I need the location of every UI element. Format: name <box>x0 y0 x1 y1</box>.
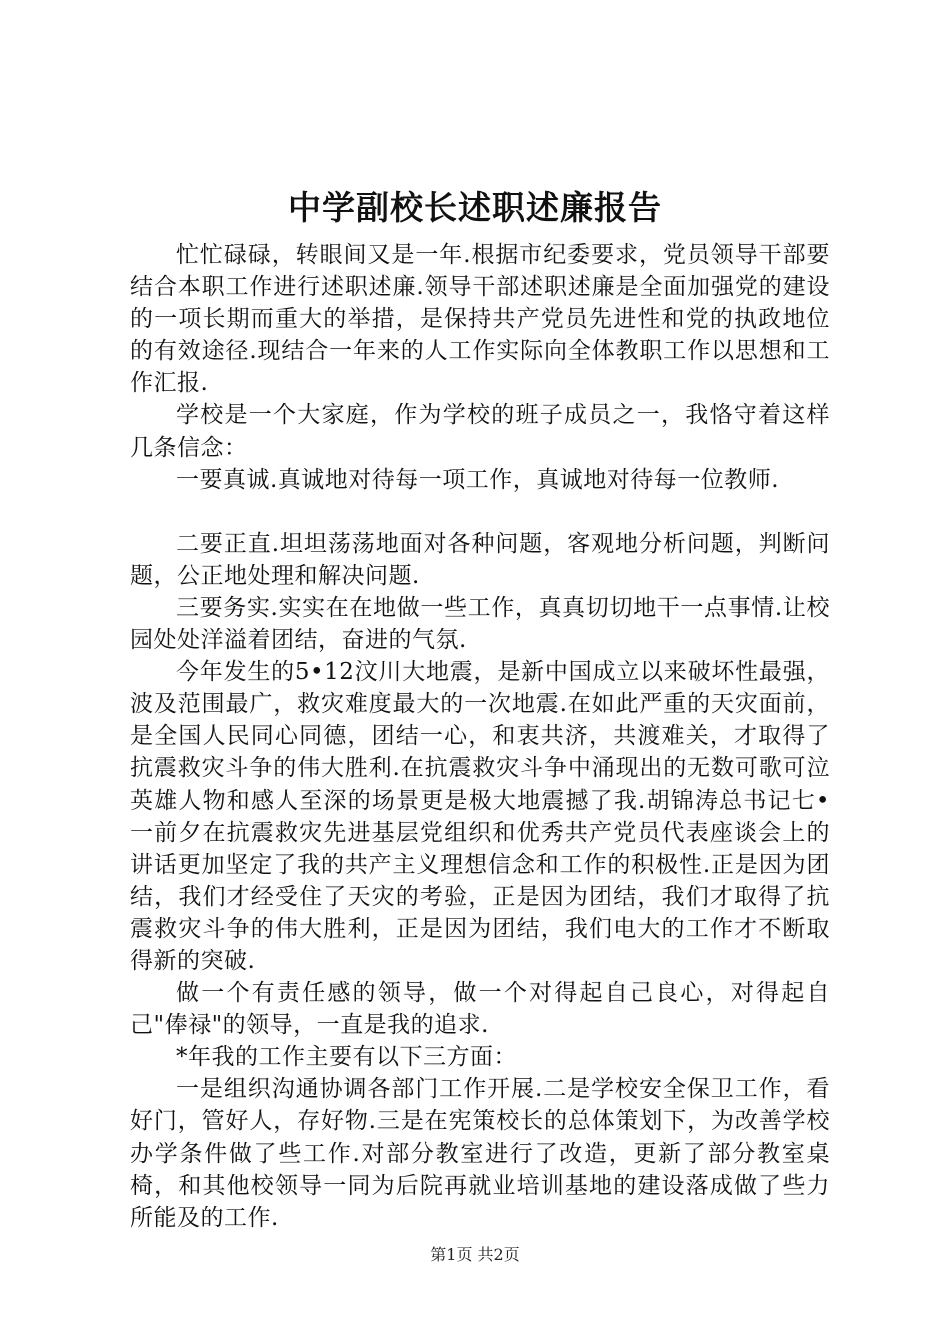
blank-line <box>130 496 830 528</box>
paragraph-intro: 忙忙碌碌，转眼间又是一年.根据市纪委要求，党员领导干部要结合本职工作进行述职述廉.领导干部述职述廉是全面加强党的建设的一项长期而重大的举措，是保持共产党员先进性和党的执政地位的有效途径.现结合一年来的人工作实际向全体教职工作以思想和工作汇报. <box>130 242 830 397</box>
paragraph-belief-pragmatism: 三要务实.实实在在地做一些工作，真真切切地干一点事情.让校园处处洋溢着团结，奋进的气氛. <box>130 594 830 654</box>
paragraph-belief-sincerity: 一要真诚.真诚地对待每一项工作，真诚地对待每一位教师. <box>176 466 780 493</box>
paragraph-responsibility: 做一个有责任感的领导，做一个对得起自己良心，对得起自己"俸禄"的领导，一直是我的追求. <box>130 980 830 1039</box>
paragraph-belief-integrity: 二要正直.坦坦荡荡地面对各种问题，客观地分析问题，判断问题，公正地处理和解决问题. <box>130 530 830 589</box>
document-body <box>130 239 830 1234</box>
paragraph-earthquake: 今年发生的5•12汶川大地震，是新中国成立以来破坏性最强，波及范围最广，救灾难度最大的一次地震.在如此严重的天灾面前，是全国人民同心同德，团结一心，和衷共济，共渡难关，才取得了抗震救灾斗争的伟大胜利.在抗震救灾斗争中涌现出的无数可歌可泣英雄人物和感人至深的场景更是极大地震撼了我.胡锦涛总书记七•一前夕在抗震救灾先进基层党组织和优秀共产党员代表座谈会上的讲话更加坚定了我的共产主义理想信念和工作的积极性.正是因为团结，我们才经受住了天灾的考验，正是因为团结，我们才取得了抗震救灾斗争的伟大胜利，正是因为团结，我们电大的工作才不断取得新的突破. <box>130 659 830 974</box>
paragraph-work-aspects-intro: *年我的工作主要有以下三方面： <box>176 1044 517 1071</box>
page-number-footer: 第1页 共2页 <box>430 1245 520 1264</box>
document-title: 中学副校长述职述廉报告 <box>288 188 662 227</box>
paragraph-beliefs-intro: 学校是一个大家庭，作为学校的班子成员之一，我恪守着这样几条信念： <box>130 402 830 461</box>
paragraph-work-aspects: 一是组织沟通协调各部门工作开展.二是学校安全保卫工作，看好门，管好人，存好物.三是在宪策校长的总体策划下，为改善学校办学条件做了些工作.对部分教室进行了改造，更新了部分教室桌椅，和其他校领导一同为后院再就业培训基地的建设落成做了些力所能及的工作. <box>130 1076 830 1231</box>
